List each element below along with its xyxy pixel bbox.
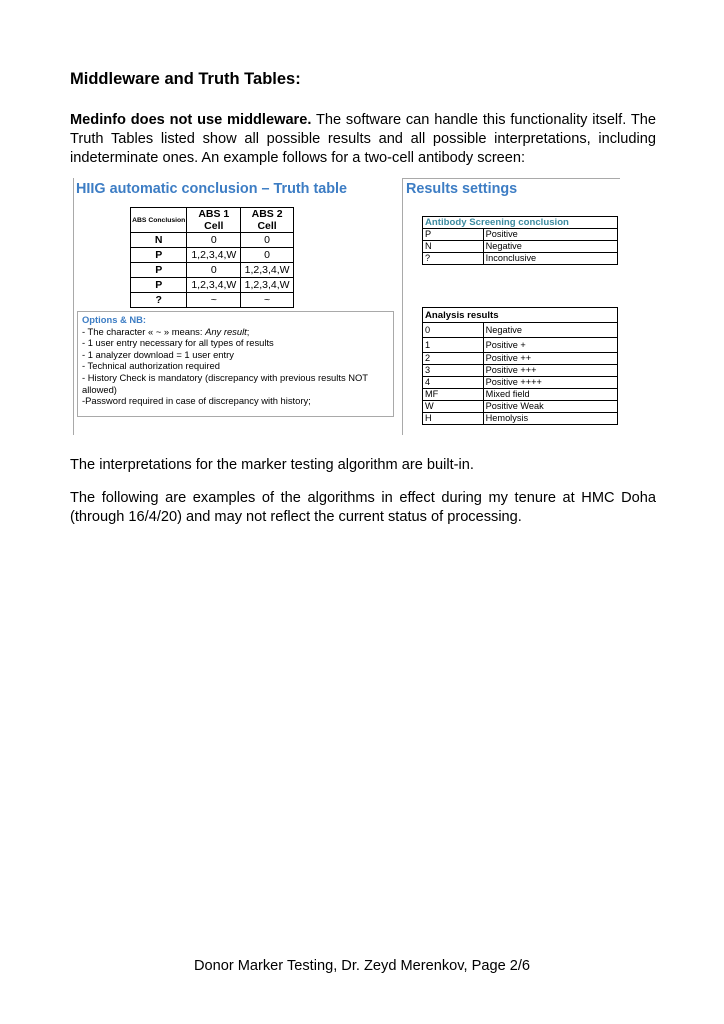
abs-conclusion-table	[422, 216, 618, 265]
cell: P	[131, 248, 187, 263]
table-row	[131, 278, 294, 293]
header-abs-conclusion: ABS Conclusion	[131, 208, 187, 233]
analysis-results-table	[422, 307, 618, 425]
analysis-results-title: Analysis results	[423, 308, 618, 323]
options-line: - The character « ~ » means: Any result;	[82, 325, 250, 337]
figure-divider	[402, 178, 403, 435]
figure-left-border	[73, 178, 74, 435]
table-row: 2 Positive ++	[423, 353, 618, 365]
table-row: 3 Positive +++	[423, 365, 618, 377]
abs-conclusion-title: Antibody Screening conclusion	[423, 217, 618, 229]
table-row	[131, 248, 294, 263]
cell: 1,2,3,4,W	[241, 278, 294, 293]
options-box	[77, 311, 394, 417]
options-line: - 1 user entry necessary for all types of results	[82, 337, 274, 349]
options-line: -Password required in case of discrepancy with history;	[82, 395, 311, 407]
cell: 1,2,3,4,W	[241, 263, 294, 278]
intro-text: The software can handle this functionality itself. The Truth Tables listed show all possible results and all possible interpretations, including indeterminate ones. An example follows for a two-cell antibody screen:	[70, 112, 656, 166]
page-heading: Middleware and Truth Tables:	[70, 70, 301, 88]
table-row: MF Mixed field	[423, 389, 618, 401]
table-row: W Positive Weak	[423, 401, 618, 413]
truth-table-title: HIIG automatic conclusion – Truth table	[76, 181, 348, 197]
cell: 0	[187, 233, 241, 248]
options-line: - History Check is mandatory (discrepancy with previous results NOT allowed)	[82, 371, 368, 395]
cell: 0	[187, 263, 241, 278]
cell: ~	[241, 293, 294, 308]
table-row: P Positive	[423, 229, 618, 241]
cell: P	[131, 263, 187, 278]
table-row: H Hemolysis	[423, 413, 618, 425]
cell: 1,2,3,4,W	[187, 278, 241, 293]
truth-table-header	[131, 208, 294, 233]
table-row: N Negative	[423, 241, 618, 253]
cell: P	[131, 278, 187, 293]
intro-paragraph	[70, 111, 656, 168]
figure-top-border	[402, 178, 620, 179]
options-line: - 1 analyzer download = 1 user entry	[82, 348, 234, 360]
header-abs-2-cell: ABS 2 Cell	[241, 208, 294, 233]
paragraph-built-in: The interpretations for the marker testing algorithm are built-in.	[70, 457, 474, 473]
options-line: - Technical authorization required	[82, 360, 220, 372]
intro-bold: Medinfo does not use middleware.	[70, 112, 312, 128]
table-row	[131, 293, 294, 308]
truth-table	[130, 207, 294, 308]
table-row: 0 Negative	[423, 323, 618, 338]
cell: 0	[241, 248, 294, 263]
page-footer: Donor Marker Testing, Dr. Zeyd Merenkov, Page 2/6	[193, 958, 531, 974]
results-settings-title: Results settings	[406, 181, 518, 197]
options-title: Options & NB:	[82, 314, 147, 325]
cell: N	[131, 233, 187, 248]
table-row: 4 Positive ++++	[423, 377, 618, 389]
paragraph-examples: The following are examples of the algorithms in effect during my tenure at HMC Doha (through 16/4/20) and may not reflect the current status of processing.	[70, 490, 656, 525]
table-row	[131, 263, 294, 278]
header-abs-1-cell: ABS 1 Cell	[187, 208, 241, 233]
options-italic: Any result	[205, 325, 247, 337]
cell: 0	[241, 233, 294, 248]
cell: ?	[131, 293, 187, 308]
cell: ~	[187, 293, 241, 308]
cell: 1,2,3,4,W	[187, 248, 241, 263]
table-row: 1 Positive +	[423, 338, 618, 353]
table-row	[131, 233, 294, 248]
table-row: ? Inconclusive	[423, 253, 618, 265]
